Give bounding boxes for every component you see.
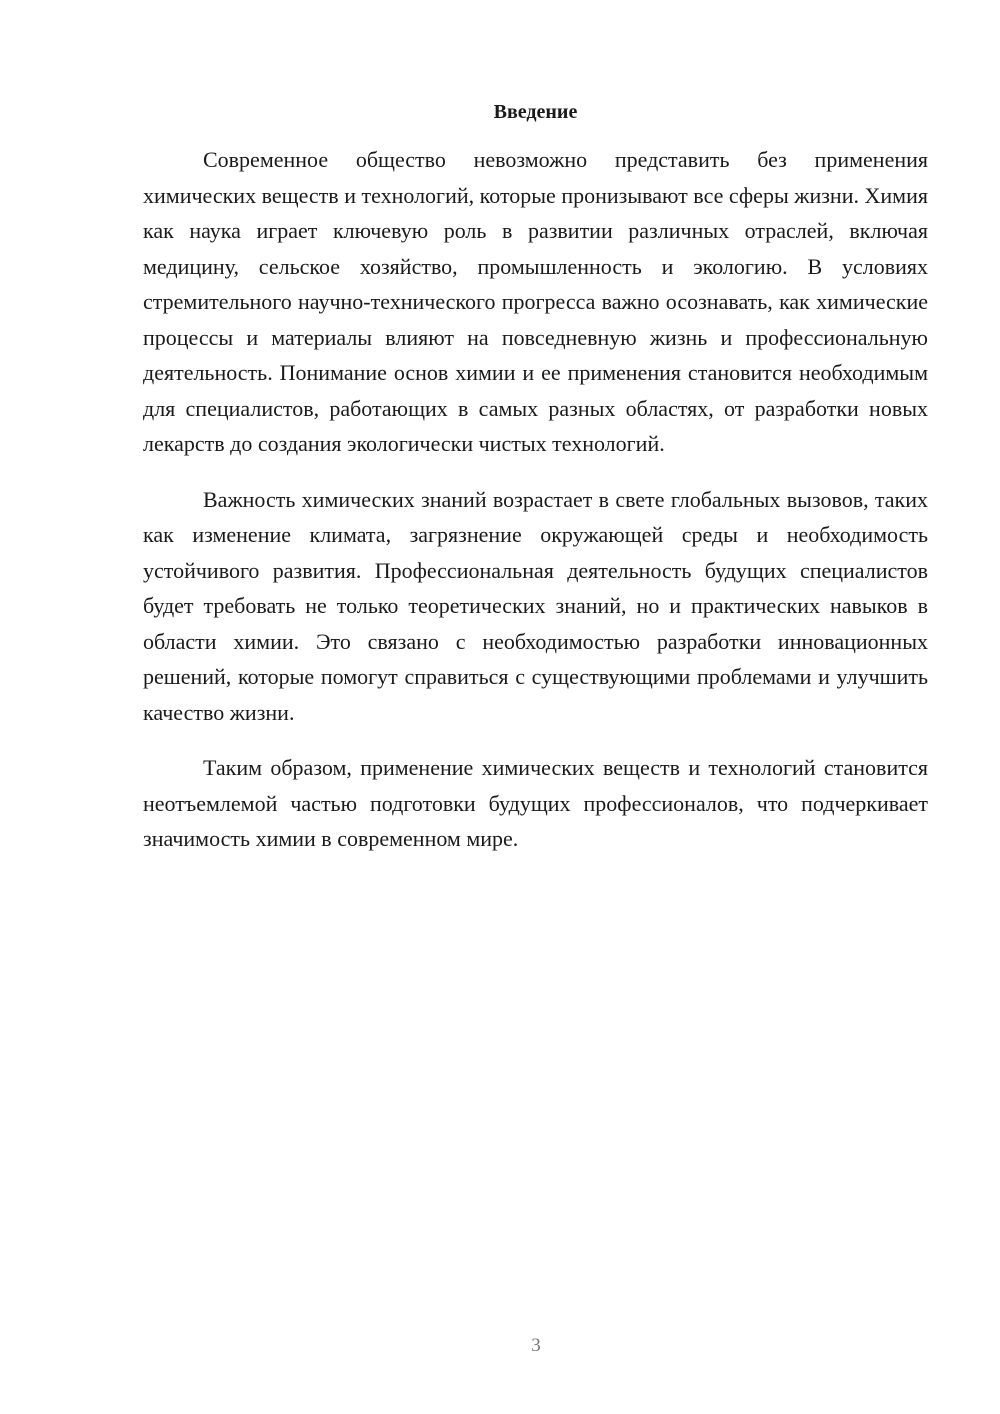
body-text	[143, 142, 928, 877]
paragraph-3: Таким образом, применение химических веществ и технологий становится неотъемлемой частью подготовки будущих профессионалов, что подчеркивает значимость химии в современном мире.	[143, 755, 928, 851]
paragraph-1: Современное общество невозможно представить без применения химических веществ и технологий, которые пронизывают все сферы жизни. Химия как наука играет ключевую роль в развитии различных отраслей, включая медицину, сельское хозяйство, промышленность и экологию. В условиях стремительного научно-технического прогресса важно осознавать, как химические процессы и материалы влияют на повседневную жизнь и профессиональную деятельность. Понимание основ химии и ее применения становится необходимым для специалистов, работающих в самых разных областях, от разработки новых лекарств до создания экологически чистых технологий.	[143, 147, 928, 456]
page-heading: Введение	[493, 101, 578, 123]
paragraph-2: Важность химических знаний возрастает в свете глобальных вызовов, таких как изменение климата, загрязнение окружающей среды и необходимость устойчивого развития. Профессиональная деятельность будущих специалистов будет требовать не только теоретических знаний, но и практических навыков в области химии. Это связано с необходимостью разработки инновационных решений, которые помогут справиться с существующими проблемами и улучшить качество жизни.	[143, 486, 928, 725]
page-number: 3	[531, 1335, 541, 1356]
